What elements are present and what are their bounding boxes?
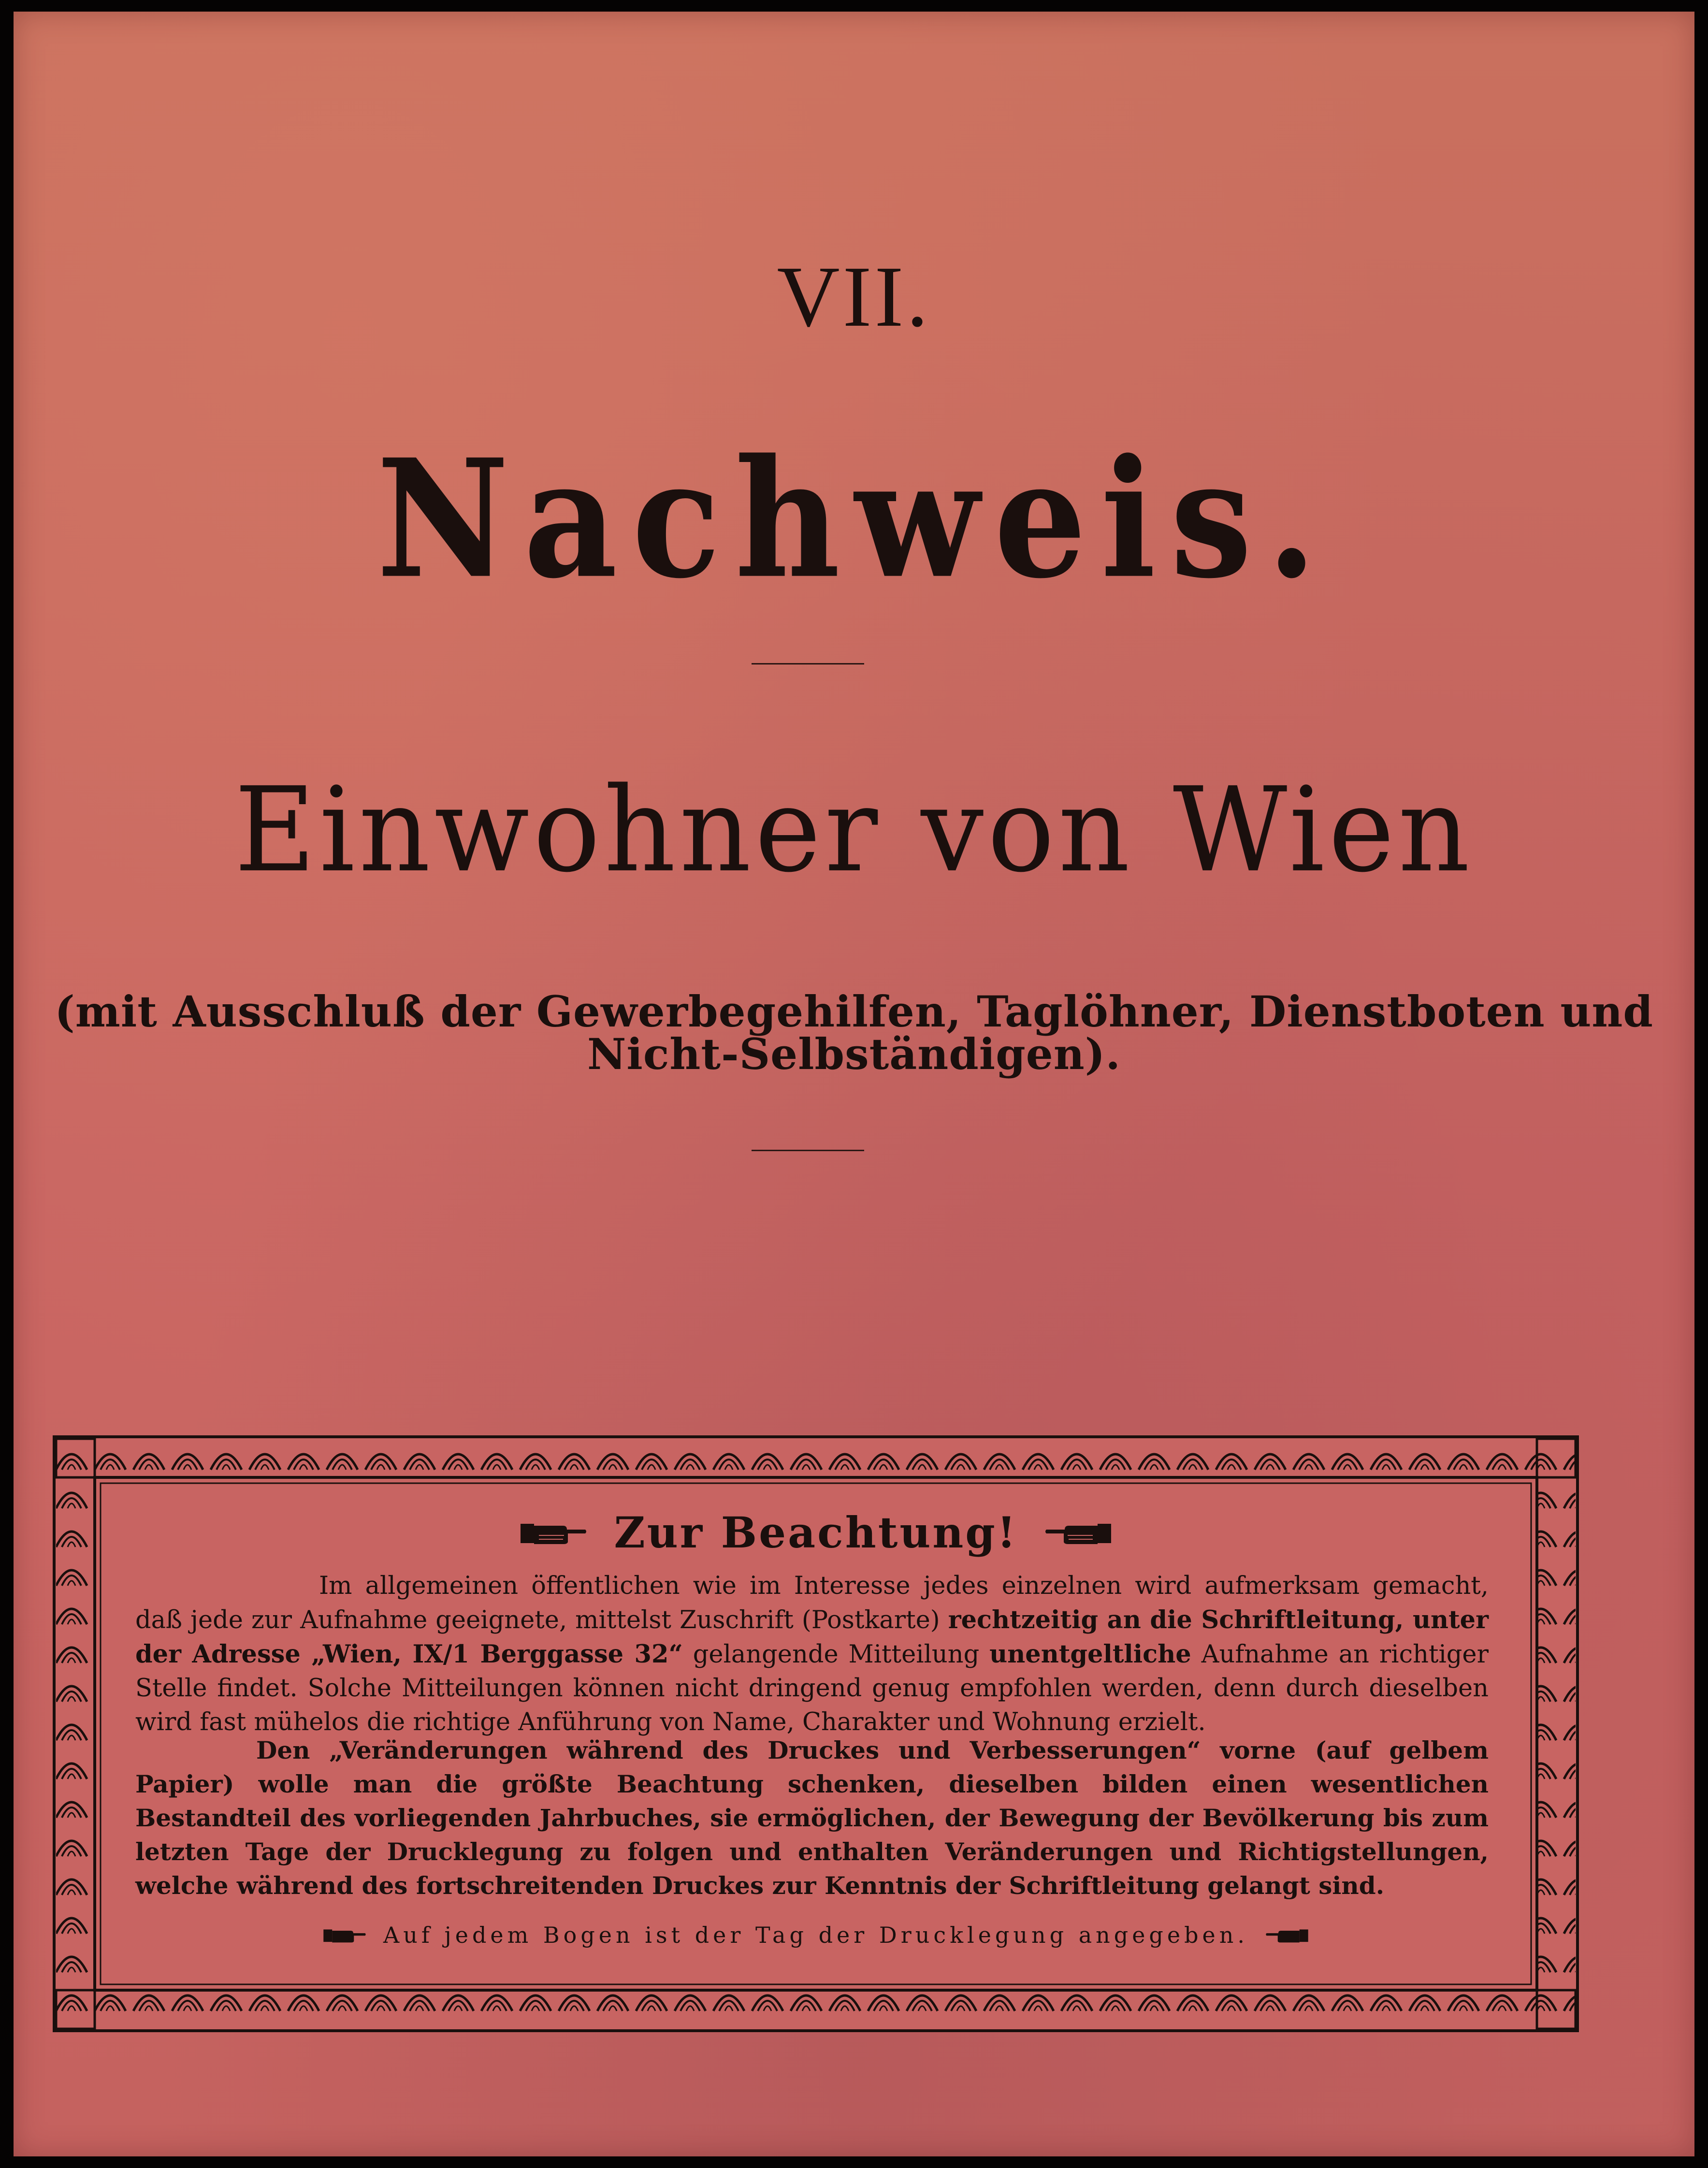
paragraph-1-text-b: gelangende Mitteilung [682, 1640, 990, 1669]
notice-paragraph-2: Den „Veränderungen während des Druckes und Verbesserungen“ vorne (auf gelbem Papier) wolle man die größte Beachtung schenken, dieselben bilden einen wesentlichen Bestandteil des vorliegenden Jahrbuches, sie ermöglichen, der Bewegung der Bevölkerung bis zum letzten Tage der Drucklegung zu folgen und enthalten Veränderungen und Richtigstellungen, welche während des fortschreitenden Druckes zur Kenntnis der Schriftleitung gelangt sind. [135, 1736, 1489, 1900]
parenthetical-note: (mit Ausschluß der Gewerbegehilfen, Taglöhner, Dienstboten und Nicht-Selbständigen). [55, 986, 1653, 1079]
paragraph-1-text-c: Aufnahme an richtiger Stelle findet. Solche Mitteilungen können nicht dringend genug empfohlen werden, denn durch dieselben wird fast mühelos die richtige Anführung von Name, Charakter und Wohnung erzielt. [135, 1640, 1489, 1736]
paragraph-1-text-a: Im allgemeinen öffentlichen wie im Interesse jedes einzelnen wird aufmerksam gemacht, daß jede zur Aufnahme geeignete, mittelst Zuschrift (Postkarte) [135, 1572, 1489, 1634]
notice-heading-row [106, 1507, 1525, 1561]
divider-bottom [752, 1150, 864, 1151]
pointing-hand-right-icon [323, 1925, 366, 1945]
notice-heading: Zur Beachtung! [614, 1507, 1018, 1558]
page-title: Nachweis. [376, 423, 1332, 615]
pointing-hand-left-icon [1044, 1518, 1112, 1547]
notice-paragraph-1 [135, 1569, 1489, 1739]
notice-footer: Auf jedem Bogen ist der Tag der Drucklegung angegeben. [383, 1922, 1249, 1948]
paragraph-1-address: rechtzeitig an die Schriftleitung, unter der Adresse „Wien, IX/1 Berggasse 32“ [135, 1605, 1489, 1669]
page [14, 12, 1694, 2156]
page-subtitle: Einwohner von Wien [234, 763, 1474, 898]
pointing-hand-left-icon [1265, 1925, 1309, 1945]
paragraph-1-free-of-charge: unentgeltliche [989, 1640, 1191, 1669]
notice-footer-row [106, 1922, 1525, 1948]
divider-top [752, 663, 864, 665]
notice-box [52, 1435, 1579, 2033]
notice-content [106, 1492, 1525, 1975]
pointing-hand-right-icon [520, 1518, 587, 1547]
volume-numeral: VII. [777, 248, 931, 345]
